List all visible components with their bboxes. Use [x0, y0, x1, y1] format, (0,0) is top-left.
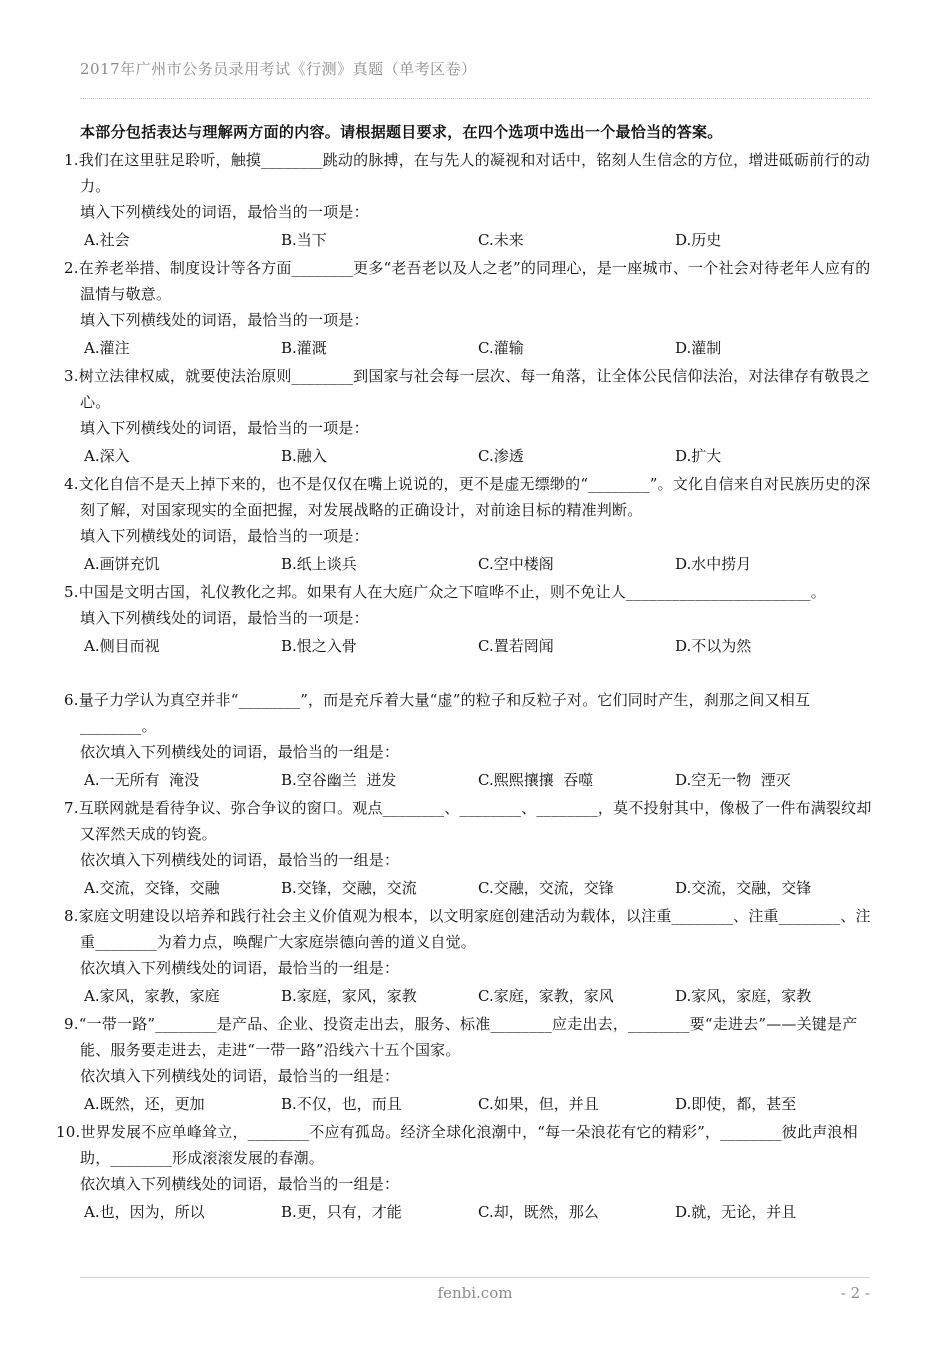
question-instruction: 依次填入下列横线处的词语，最恰当的一组是： — [80, 959, 400, 977]
option-d: D.扩大 — [675, 447, 722, 465]
question-instruction: 依次填入下列横线处的词语，最恰当的一组是： — [80, 1175, 400, 1193]
option-b: B.交锋，交融，交流 — [281, 879, 417, 897]
option-c: C.空中楼阁 — [478, 555, 554, 573]
question-instruction: 填入下列横线处的词语，最恰当的一项是： — [80, 203, 369, 221]
option-d: D.交流，交融，交锋 — [675, 879, 812, 897]
question-stem: 8.家庭文明建设以培养和践行社会主义价值观为根本，以文明家庭创建活动为载体，以注重________、注重________、注重________为着力点，唤醒广大家庭崇德向善的道义自觉。 — [64, 907, 871, 951]
option-b: B.当下 — [281, 231, 327, 249]
option-a: A.画饼充饥 — [84, 555, 160, 573]
question-2 — [64, 255, 872, 359]
option-b: B.恨之入骨 — [281, 637, 357, 655]
footer-site: fenbi.com — [437, 1284, 513, 1302]
option-d: D.就，无论，并且 — [675, 1203, 797, 1221]
question-stem: 1.我们在这里驻足聆听，触摸________跳动的脉搏，在与先人的凝视和对话中，铭刻人生信念的方位，增进砥砺前行的动力。 — [64, 151, 870, 195]
option-a: A.灌注 — [84, 339, 130, 357]
option-a: A.侧目而视 — [84, 637, 160, 655]
option-c: C.置若罔闻 — [478, 637, 554, 655]
option-a: A.也，因为，所以 — [84, 1203, 205, 1221]
option-b: B.融入 — [281, 447, 327, 465]
question-instruction: 填入下列横线处的词语，最恰当的一项是： — [80, 609, 369, 627]
option-row — [84, 631, 872, 657]
option-a: A.交流，交锋，交融 — [84, 879, 220, 897]
question-3 — [64, 363, 872, 467]
question-9 — [64, 1011, 872, 1115]
option-a: A.深入 — [84, 447, 130, 465]
question-stem: 4.文化自信不是天上掉下来的，也不是仅仅在嘴上说说的，更不是虚无缥缈的“________”。文化自信来自对民族历史的深刻了解，对国家现实的全面把握，对发展战略的正确设计，对前途目标的精准判断。 — [64, 475, 871, 519]
question-10 — [56, 1119, 872, 1223]
option-row — [84, 1197, 872, 1223]
option-b: B.更，只有，才能 — [281, 1203, 402, 1221]
question-stem: 3.树立法律权威，就要使法治原则________到国家与社会每一层次、每一角落，让全体公民信仰法治，对法律存有敬畏之心。 — [64, 367, 870, 411]
question-6 — [64, 687, 872, 791]
page-header: 2017年广州市公务员录用考试《行测》真题（单考区卷） — [80, 60, 477, 78]
option-row — [84, 873, 872, 899]
option-c: C.如果，但，并且 — [478, 1095, 599, 1113]
footer-divider — [80, 1277, 870, 1278]
option-a: A.一无所有 淹没 — [84, 771, 200, 789]
header-divider — [80, 98, 870, 99]
question-instruction: 填入下列横线处的词语，最恰当的一项是： — [80, 419, 369, 437]
option-c: C.却，既然，那么 — [478, 1203, 599, 1221]
option-c: C.交融，交流，交锋 — [478, 879, 614, 897]
option-b: B.不仅，也，而且 — [281, 1095, 402, 1113]
option-row — [84, 765, 872, 791]
question-instruction: 依次填入下列横线处的词语，最恰当的一组是： — [80, 743, 400, 761]
question-8 — [64, 903, 872, 1007]
option-c: C.家庭，家教，家风 — [478, 987, 614, 1005]
option-row — [84, 225, 872, 251]
question-stem: 9.“一带一路”________是产品、企业、投资走出去，服务、标准________应走出去，________要“走进去”——关键是产能、服务要走进去，走进“一带一路”沿线六十五个国家。 — [64, 1015, 858, 1059]
option-b: B.空谷幽兰 迸发 — [281, 771, 397, 789]
page-number: - 2 - — [840, 1284, 870, 1302]
option-a: A.家风，家教，家庭 — [84, 987, 220, 1005]
option-d: D.不以为然 — [675, 637, 752, 655]
question-stem: 5.中国是文明古国，礼仪教化之邦。如果有人在大庭广众之下喧哗不止，则不免让人________________________。 — [64, 583, 826, 601]
option-d: D.水中捞月 — [675, 555, 752, 573]
question-1 — [64, 147, 872, 251]
option-b: B.纸上谈兵 — [281, 555, 357, 573]
option-row — [84, 333, 872, 359]
option-d: D.灌制 — [675, 339, 722, 357]
option-c: C.灌输 — [478, 339, 524, 357]
section-intro: 本部分包括表达与理解两方面的内容。请根据题目要求，在四个选项中选出一个最恰当的答案。 — [80, 123, 723, 141]
option-c: C.未来 — [478, 231, 524, 249]
option-c: C.熙熙攘攘 吞噬 — [478, 771, 594, 789]
option-row — [84, 981, 872, 1007]
option-b: B.灌溉 — [281, 339, 327, 357]
option-row — [84, 549, 872, 575]
question-stem: 7.互联网就是看待争议、弥合争议的窗口。观点________、________、________，莫不投射其中，像极了一件布满裂纹却又浑然天成的钧瓷。 — [64, 799, 872, 843]
option-c: C.渗透 — [478, 447, 524, 465]
question-7 — [64, 795, 872, 899]
option-b: B.家庭，家风，家教 — [281, 987, 417, 1005]
option-row — [84, 441, 872, 467]
question-stem: 2.在养老举措、制度设计等各方面________更多“老吾老以及人之老”的同理心，是一座城市、一个社会对待老年人应有的温情与敬意。 — [64, 259, 871, 303]
option-d: D.家风，家庭，家教 — [675, 987, 812, 1005]
question-5 — [64, 579, 872, 657]
option-row — [84, 1089, 872, 1115]
question-instruction: 填入下列横线处的词语，最恰当的一项是： — [80, 311, 369, 329]
question-instruction: 填入下列横线处的词语，最恰当的一项是： — [80, 527, 369, 545]
option-d: D.空无一物 湮灭 — [675, 771, 791, 789]
option-a: A.社会 — [84, 231, 130, 249]
question-instruction: 依次填入下列横线处的词语，最恰当的一组是： — [80, 851, 400, 869]
option-a: A.既然，还，更加 — [84, 1095, 205, 1113]
option-d: D.历史 — [675, 231, 722, 249]
question-instruction: 依次填入下列横线处的词语，最恰当的一组是： — [80, 1067, 400, 1085]
option-d: D.即使，都，甚至 — [675, 1095, 797, 1113]
question-stem: 6.量子力学认为真空并非“________”，而是充斥着大量“虚”的粒子和反粒子对。它们同时产生，刹那之间又相互________。 — [64, 691, 811, 735]
question-stem: 10.世界发展不应单峰耸立，________不应有孤岛。经济全球化浪潮中，“每一朵浪花有它的精彩”，________彼此声浪相助，________形成滚滚发展的春潮。 — [56, 1123, 858, 1167]
question-4 — [64, 471, 872, 575]
